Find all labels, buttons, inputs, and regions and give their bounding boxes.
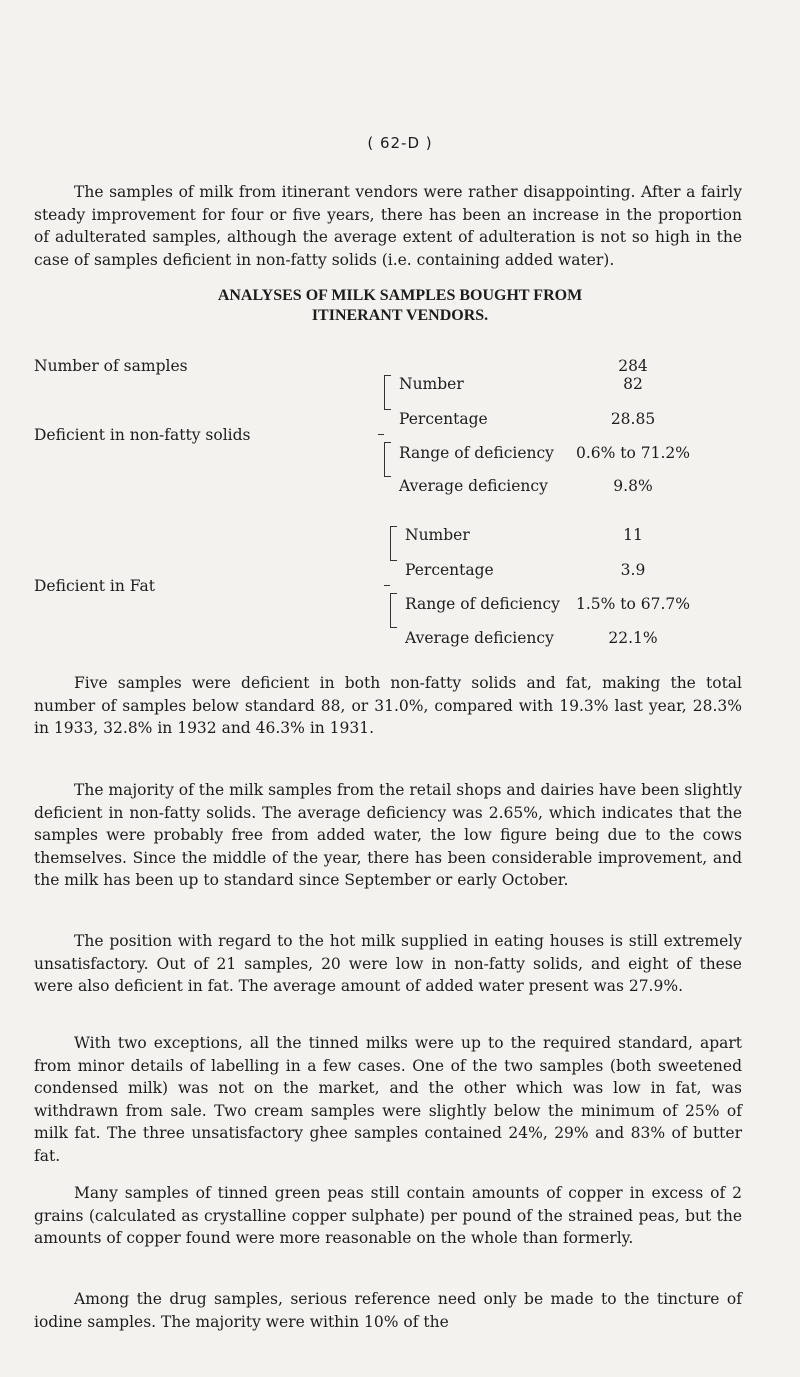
total-samples-label: Number of samples	[34, 357, 188, 375]
row-label: Range of deficiency	[399, 444, 554, 462]
table-heading-line-2: ITINERANT VENDORS.	[311, 307, 489, 324]
row-value: 82	[623, 375, 643, 393]
paragraph-five-samples: Five samples were deficient in both non-fatty solids and fat, making the total number of samples below standard 88, or 31.0%, compared with 19.3% last year, 28.3% in 1933, 32.8% in 1932 and 46.3% in 1931.	[34, 674, 742, 737]
row-label: Average deficiency	[399, 477, 548, 495]
paragraph-drug-samples: Among the drug samples, serious reference need only be made to the tincture of iodine samples. The majority were within 10% of the	[34, 1290, 742, 1331]
row-label: Number	[405, 526, 470, 544]
paragraph-tinned-milks: With two exceptions, all the tinned milks were up to the required standard, apart from minor details of labelling in a few cases. One of the two samples (both sweetened condensed milk) was not on the market, and the other which was low in fat, was withdrawn from sale. Two cream samples were slightly below the minimum of 25% of milk fat. The three unsatisfactory ghee samples contained 24%, 29% and 83% of butter fat.	[34, 1034, 742, 1165]
row-label: Average deficiency	[405, 629, 554, 647]
row-label: Range of deficiency	[405, 595, 560, 613]
brace-top-non-fatty	[384, 375, 391, 410]
paragraph-hot-milk: The position with regard to the hot milk supplied in eating houses is still extremely unsatisfactory. Out of 21 samples, 20 were low in non-fatty solids, and eight of these were also deficient in fat. The average amount of added water present was 27.9%.	[34, 932, 742, 995]
row-label: Percentage	[405, 561, 494, 579]
paragraph-retail-shops: The majority of the milk samples from the retail shops and dairies have been slightly deficient in non-fatty solids. The average deficiency was 2.65%, which indicates that the samples were probably free from added water, the low figure being due to the cows themselves. Since the middle of the year, there has been considerable improvement, and the milk has been up to standard since September or early October.	[34, 781, 742, 889]
row-value: 9.8%	[613, 477, 653, 495]
row-label: Percentage	[399, 410, 488, 428]
table-heading-line-1: ANALYSES OF MILK SAMPLES BOUGHT FROM	[217, 287, 583, 304]
row-value: 11	[623, 526, 643, 544]
table-heading	[0, 286, 800, 326]
total-samples-value: 284	[618, 357, 648, 375]
row-value: 0.6% to 71.2%	[575, 444, 691, 462]
row-value: 1.5% to 67.7%	[575, 595, 691, 613]
brace-bottom-fat	[390, 593, 397, 628]
row-value: 3.9	[620, 561, 646, 579]
paragraph-itinerant-vendors: The samples of milk from itinerant vendors were rather disappointing. After a fairly steady improvement for four or five years, there has been an increase in the proportion of adulterated samples, although the average extent of adulteration is not so high in the case of samples deficient in non-fatty solids (i.e. containing added water).	[34, 183, 742, 269]
row-label: Number	[399, 375, 464, 393]
page-number: ( 62-D )	[367, 134, 433, 152]
brace-bottom-non-fatty	[384, 442, 391, 477]
brace-tip-non-fatty	[378, 434, 384, 435]
group-label-fat: Deficient in Fat	[34, 577, 155, 595]
brace-tip-fat	[384, 585, 390, 586]
row-value: 22.1%	[608, 629, 658, 647]
row-value: 28.85	[610, 410, 656, 428]
brace-top-fat	[390, 526, 397, 561]
paragraph-green-peas: Many samples of tinned green peas still contain amounts of copper in excess of 2 grains (calculated as crystalline copper sulphate) per pound of the strained peas, but the amounts of copper found were more reasonable on the whole than formerly.	[34, 1184, 742, 1247]
group-label-non-fatty: Deficient in non-fatty solids	[34, 426, 251, 444]
